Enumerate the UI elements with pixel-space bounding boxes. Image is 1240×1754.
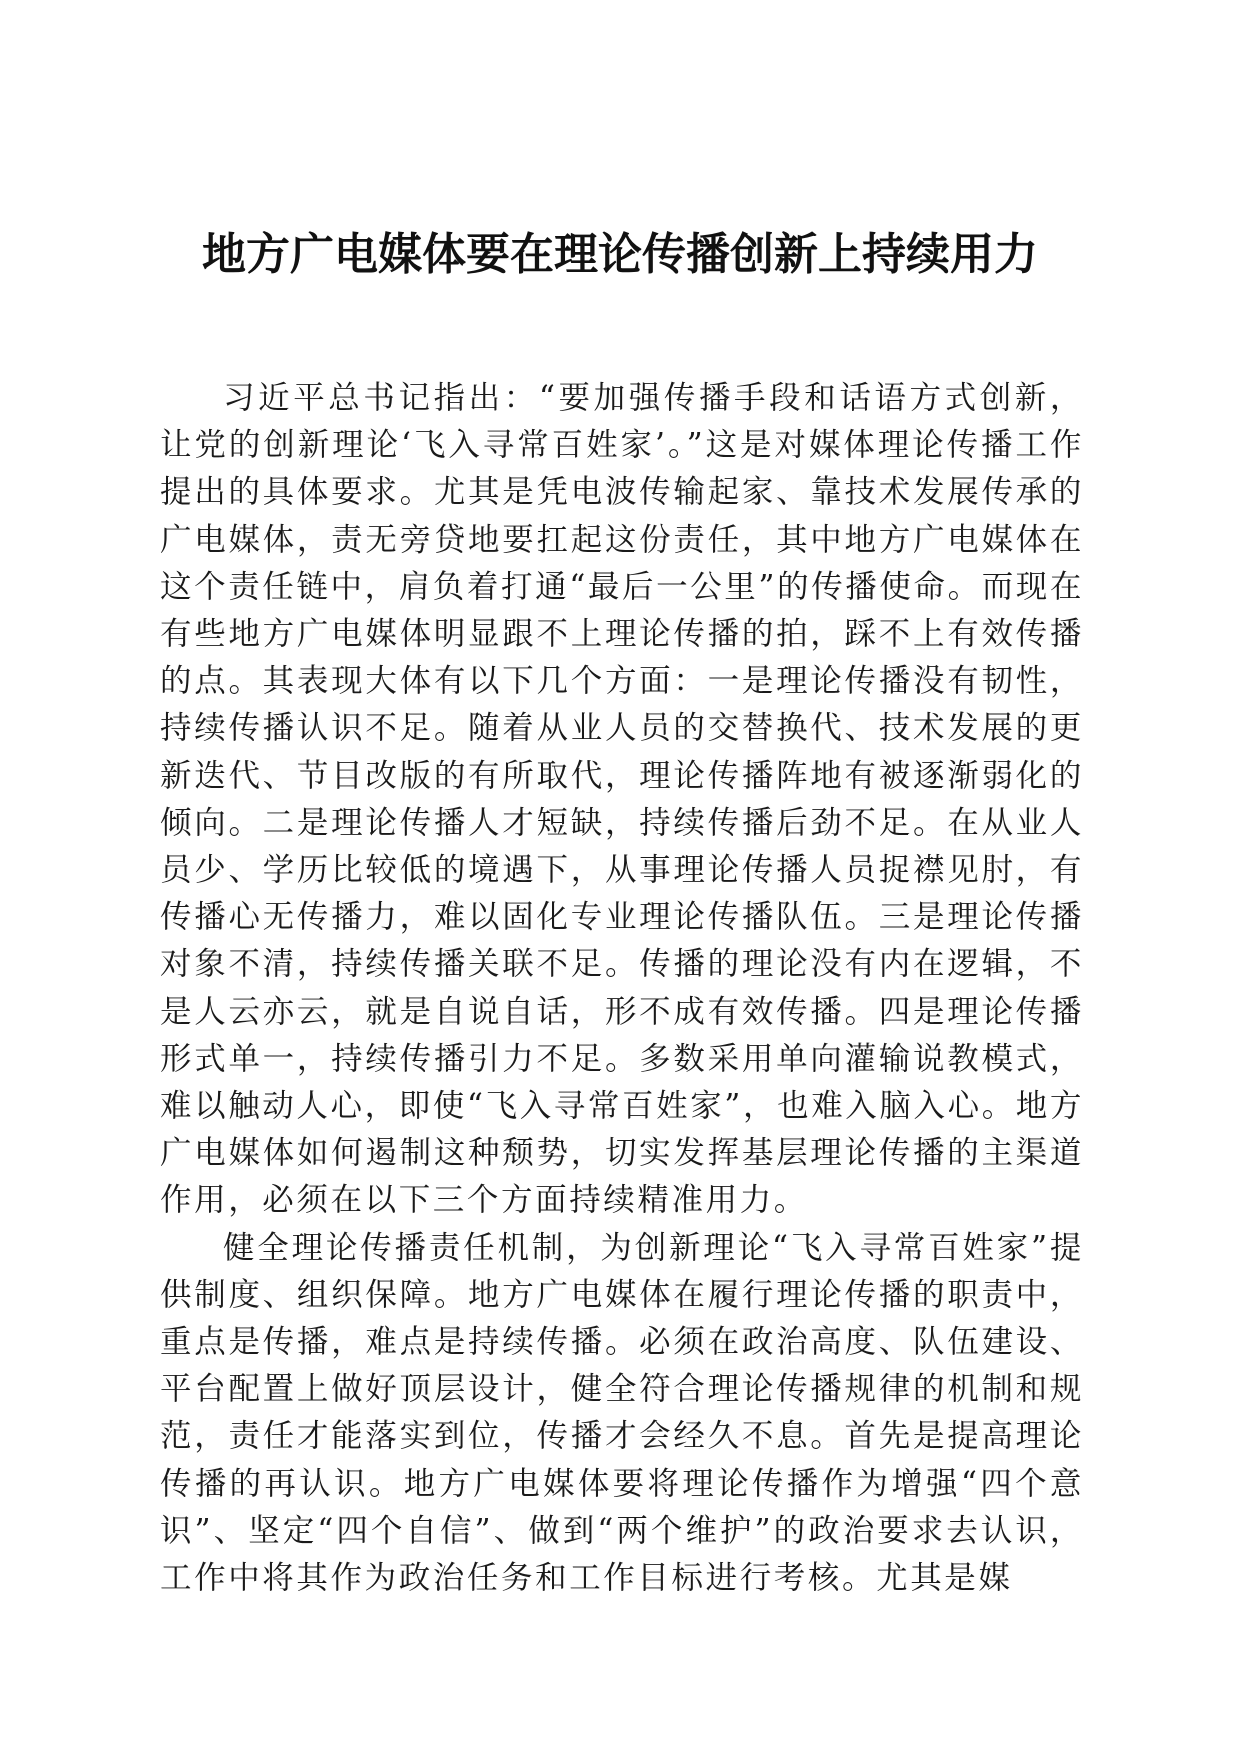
document-title: 地方广电媒体要在理论传播创新上持续用力 (202, 229, 1038, 280)
paragraph-2: 健全理论传播责任机制，为创新理论“飞入寻常百姓家”提供制度、组织保障。地方广电媒体在履行理论传播的职责中，重点是传播，难点是持续传播。必须在政治高度、队伍建设、平台配置上做好顶层设计，健全符合理论传播规律的机制和规范，责任才能落实到位，传播才会经久不息。首先是提高理论传播的再认识。地方广电媒体要将理论传播作为增强“四个意识”、坚定“四个自信”、做到“两个维护”的政治要求去认识，工作中将其作为政治任务和工作目标进行考核。尤其是媒 (160, 1229, 1084, 1597)
paragraph-1: 习近平总书记指出：“要加强传播手段和话语方式创新，让党的创新理论‘飞入寻常百姓家’。”这是对媒体理论传播工作提出的具体要求。尤其是凭电波传输起家、靠技术发展传承的广电媒体，责无旁贷地要扛起这份责任，其中地方广电媒体在这个责任链中，肩负着打通“最后一公里”的传播使命。而现在有些地方广电媒体明显跟不上理论传播的拍，踩不上有效传播的点。其表现大体有以下几个方面：一是理论传播没有韧性，持续传播认识不足。随着从业人员的交替换代、技术发展的更新迭代、节目改版的有所取代，理论传播阵地有被逐渐弱化的倾向。二是理论传播人才短缺，持续传播后劲不足。在从业人员少、学历比较低的境遇下，从事理论传播人员捉襟见肘，有传播心无传播力，难以固化专业理论传播队伍。三是理论传播对象不清，持续传播关联不足。传播的理论没有内在逻辑，不是人云亦云，就是自说自话，形不成有效传播。四是理论传播形式单一，持续传播引力不足。多数采用单向灌输说教模式，难以触动人心，即使“飞入寻常百姓家”，也难入脑入心。地方广电媒体如何遏制这种颓势，切实发挥基层理论传播的主渠道作用，必须在以下三个方面持续精准用力。 (160, 380, 1085, 1219)
document-body (160, 375, 1084, 1602)
